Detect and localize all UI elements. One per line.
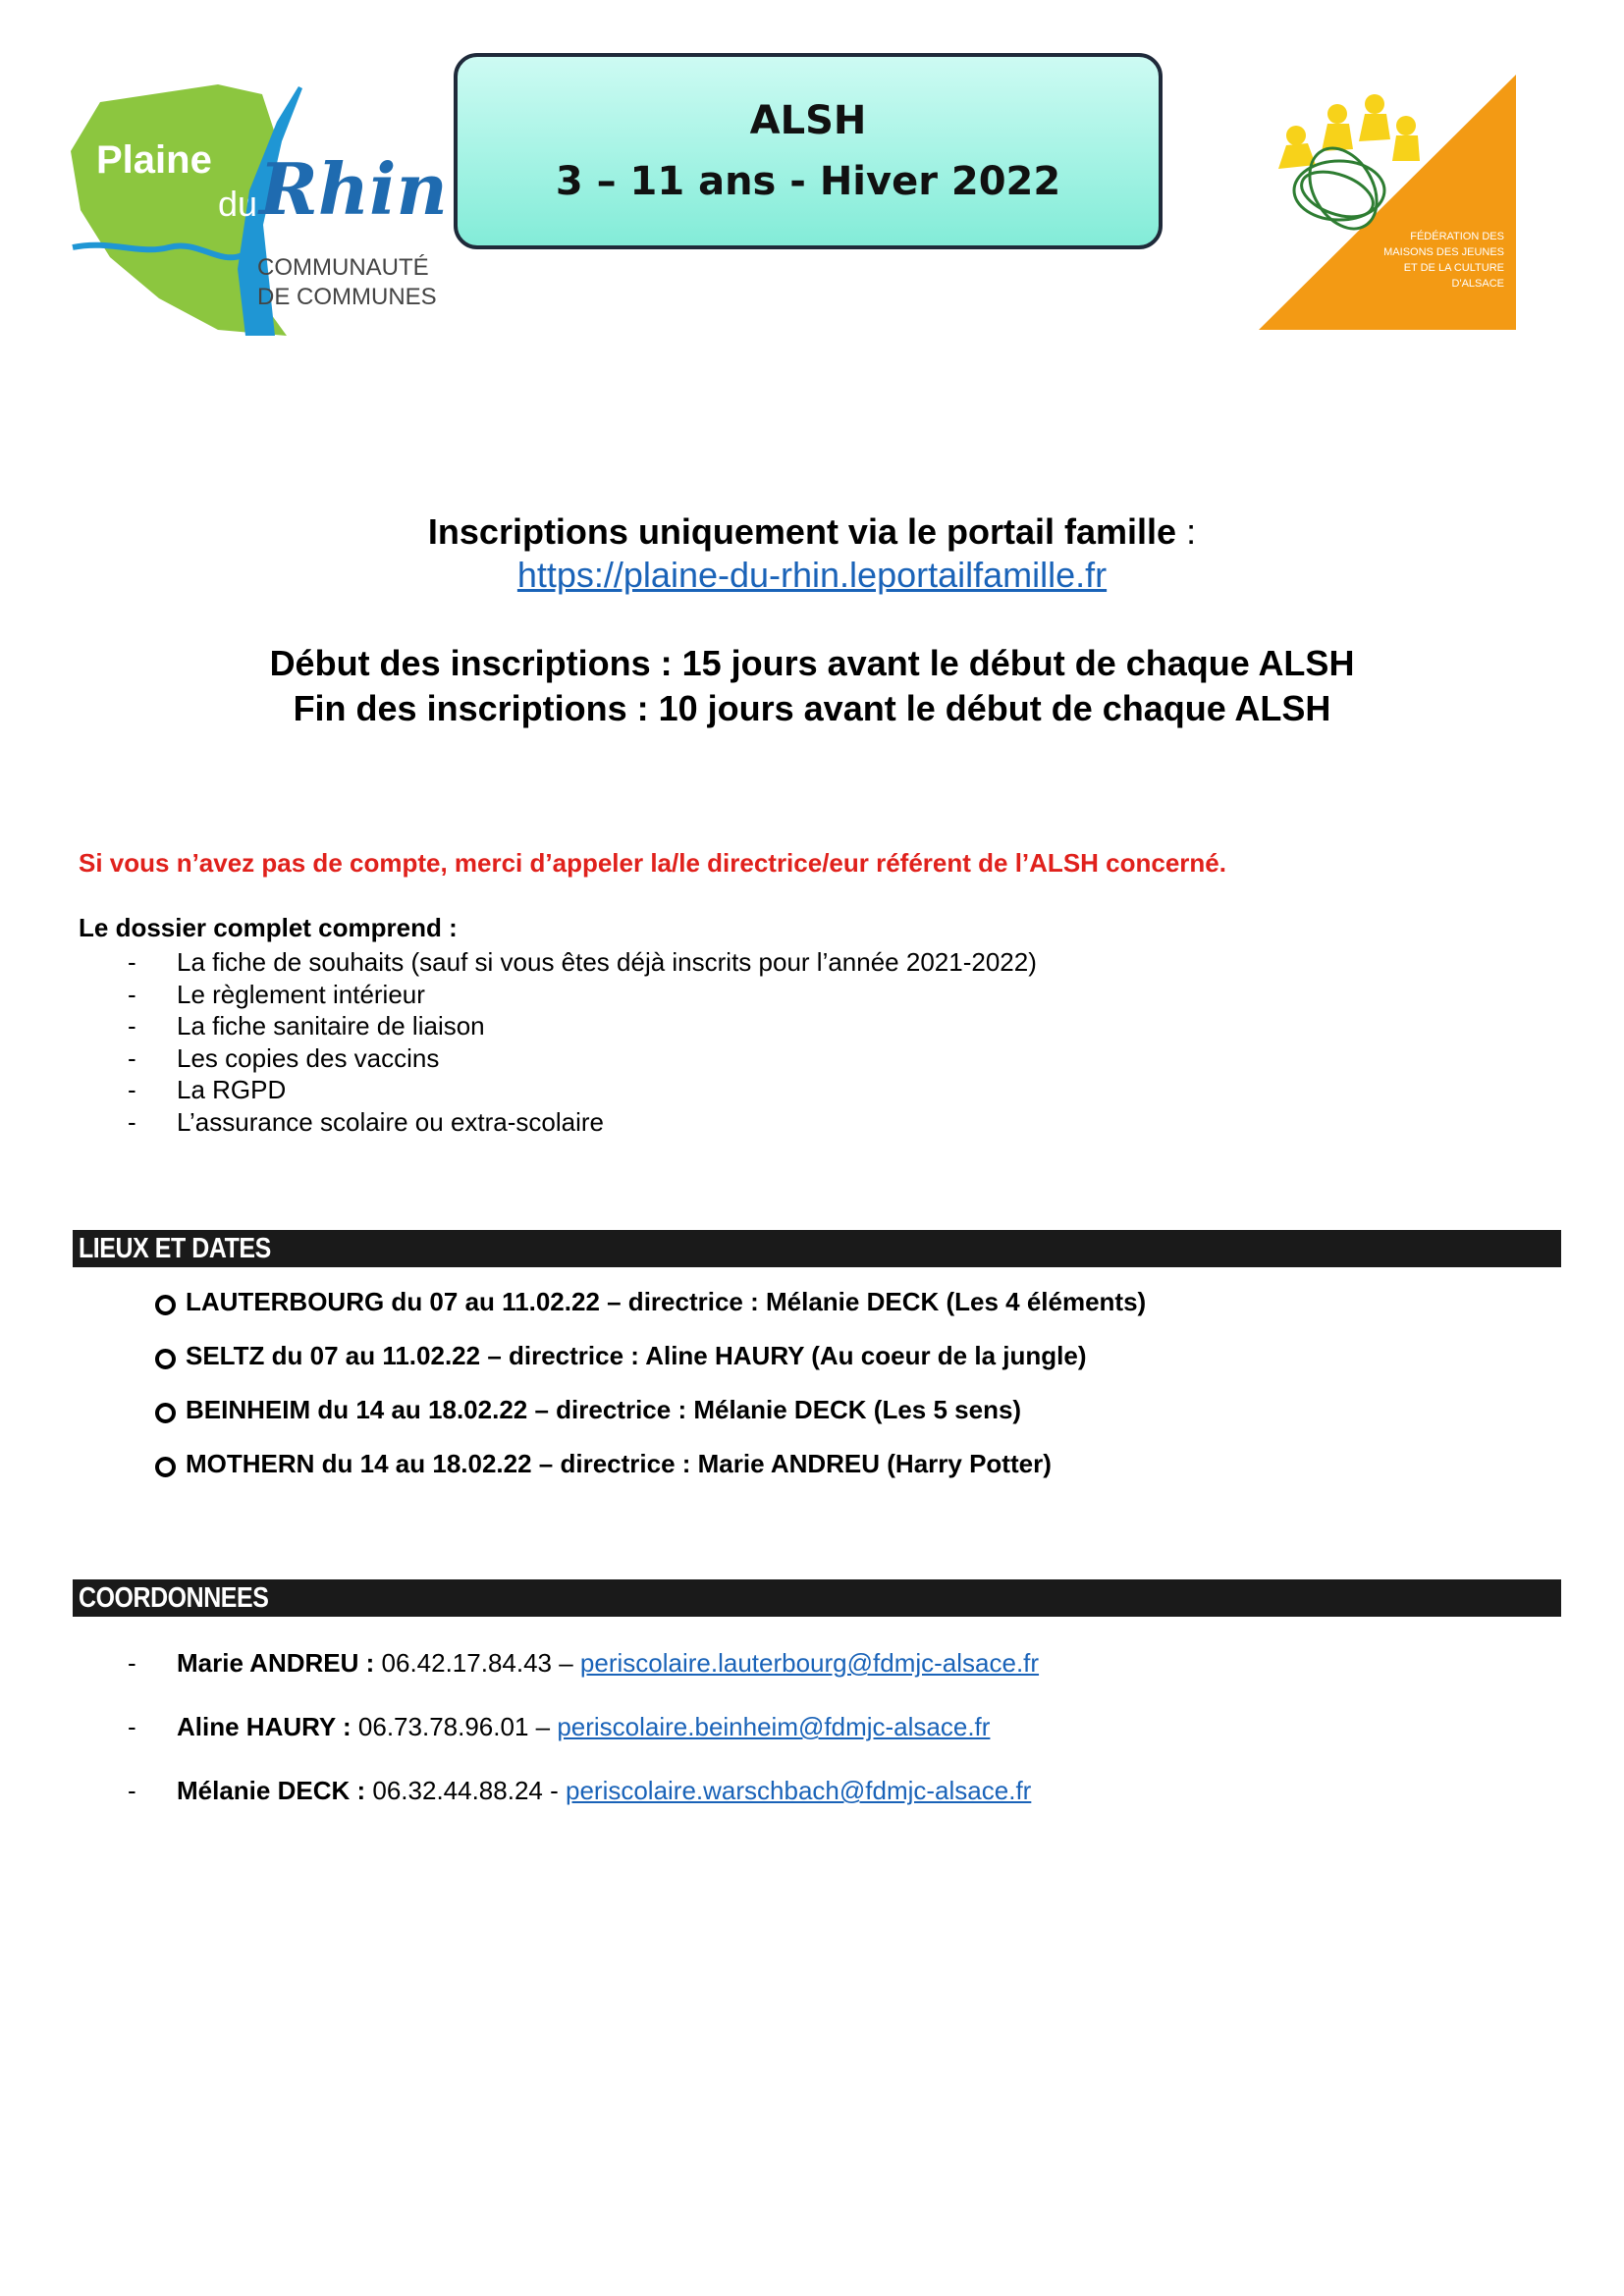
dossier-title: Le dossier complet comprend :: [79, 913, 458, 942]
contacts-list: [79, 1645, 1039, 1837]
logo-text-communes: DE COMMUNES: [257, 284, 437, 310]
contact-item: - Aline HAURY : 06.73.78.96.01 – periscolaire.beinheim@fdmjc-alsace.fr: [128, 1712, 991, 1741]
dossier-list: [79, 946, 1037, 1138]
contact-email-link[interactable]: periscolaire.warschbach@fdmjc-alsace.fr: [565, 1776, 1032, 1805]
inscription-start: Début des inscriptions : 15 jours avant le début de chaque ALSH: [269, 643, 1355, 683]
fdmjc-line4: D'ALSACE: [1451, 278, 1504, 290]
title-alsh: ALSH: [749, 98, 867, 143]
contact-item: - Marie ANDREU : 06.42.17.84.43 – periscolaire.lauterbourg@fdmjc-alsace.fr: [128, 1648, 1040, 1678]
list-item: - Le règlement intérieur: [128, 979, 425, 1009]
title-age-season: 3 – 11 ans - Hiver 2022: [555, 159, 1061, 204]
lieu-item: SELTZ du 07 au 11.02.22 – directrice : Aline HAURY (Au coeur de la jungle): [153, 1338, 1146, 1392]
list-item: - La RGPD: [128, 1075, 287, 1104]
fdmjc-line3: ET DE LA CULTURE: [1403, 262, 1504, 274]
contact-email-link[interactable]: periscolaire.beinheim@fdmjc-alsace.fr: [557, 1712, 991, 1741]
contact-email-link[interactable]: periscolaire.lauterbourg@fdmjc-alsace.fr: [579, 1648, 1040, 1678]
plaine-du-rhin-logo: [71, 82, 454, 340]
portal-label: Inscriptions uniquement via le portail famille: [427, 511, 1177, 552]
fdmjc-line2: MAISONS DES JEUNES: [1383, 246, 1504, 258]
portal-line: [0, 508, 1624, 556]
circle-bullet-icon: [155, 1295, 176, 1315]
contact-phone: 06.42.17.84.43 –: [374, 1648, 580, 1678]
contact-name: Marie ANDREU :: [177, 1648, 375, 1678]
contact-phone: 06.32.44.88.24 -: [365, 1776, 566, 1805]
lieu-item: LAUTERBOURG du 07 au 11.02.22 – directrice : Mélanie DECK (Les 4 éléments): [153, 1284, 1146, 1338]
fdmjc-line1: FÉDÉRATION DES: [1410, 231, 1504, 242]
contact-item: - Mélanie DECK : 06.32.44.88.24 - periscolaire.warschbach@fdmjc-alsace.fr: [128, 1776, 1032, 1805]
list-item: - L’assurance scolaire ou extra-scolaire: [128, 1106, 604, 1137]
section-heading-coordonnees: COORDONNEES: [73, 1579, 1561, 1617]
portal-colon: :: [1176, 511, 1197, 552]
list-item: - Les copies des vaccins: [128, 1042, 440, 1073]
logo-text-du: du: [218, 184, 258, 224]
list-item: - La fiche de souhaits (sauf si vous êtes déjà inscrits pour l’année 2021-2022): [128, 947, 1037, 977]
lieu-item: BEINHEIM du 14 au 18.02.22 – directrice : Mélanie DECK (Les 5 sens): [153, 1392, 1146, 1446]
fdmjc-logo: [1259, 75, 1516, 330]
inscription-end: Fin des inscriptions : 10 jours avant le début de chaque ALSH: [293, 688, 1331, 728]
contact-phone: 06.73.78.96.01 –: [351, 1712, 558, 1741]
portal-url-link[interactable]: https://plaine-du-rhin.leportailfamille.fr: [516, 555, 1108, 595]
circle-bullet-icon: [155, 1457, 176, 1477]
list-item: - La fiche sanitaire de liaison: [128, 1011, 485, 1041]
circle-bullet-icon: [155, 1403, 176, 1423]
section-heading-lieux: LIEUX ET DATES: [73, 1230, 1561, 1267]
portal-url-line: [0, 552, 1624, 599]
logo-text-rhin: Rhin: [259, 147, 448, 231]
lieu-item: MOTHERN du 14 au 18.02.22 – directrice : Marie ANDREU (Harry Potter): [153, 1446, 1146, 1500]
circle-bullet-icon: [155, 1349, 176, 1369]
logo-text-communaute: COMMUNAUTÉ: [257, 254, 429, 281]
contact-name: Mélanie DECK :: [177, 1776, 366, 1805]
lieux-list: [153, 1284, 1146, 1500]
title-box: [454, 53, 1163, 249]
contact-name: Aline HAURY :: [177, 1712, 352, 1741]
no-account-warning: Si vous n’avez pas de compte, merci d’appeler la/le directrice/eur référent de l’ALSH concerné.: [79, 848, 1226, 878]
logo-text-plaine: Plaine: [96, 138, 212, 182]
